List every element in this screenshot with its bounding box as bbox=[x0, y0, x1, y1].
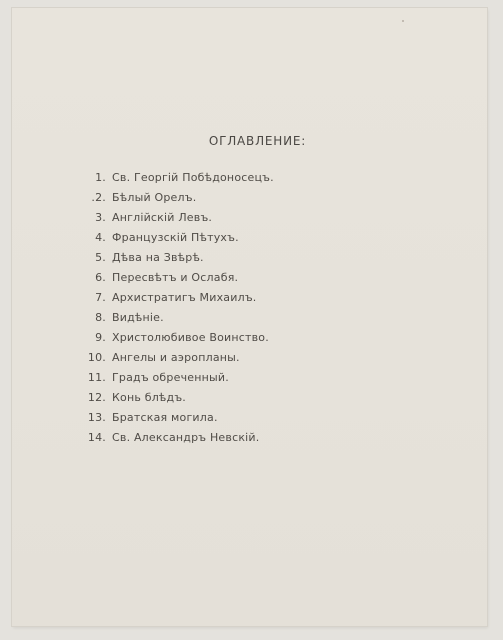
toc-item-title: Французскій Пѣтухъ. bbox=[112, 231, 239, 244]
toc-item-number: 5. bbox=[95, 251, 106, 264]
toc-item bbox=[80, 328, 274, 348]
toc-item-number: 8. bbox=[95, 311, 106, 324]
toc-item bbox=[80, 268, 274, 288]
toc-item-title: Ангелы и аэропланы. bbox=[112, 351, 240, 364]
toc-item bbox=[80, 228, 274, 248]
toc-item bbox=[80, 208, 274, 228]
toc-item-number: 6. bbox=[95, 271, 106, 284]
toc-item-number: 11. bbox=[87, 371, 106, 384]
toc-item-title: Братская могила. bbox=[112, 411, 218, 424]
toc-item bbox=[80, 368, 274, 388]
toc-item bbox=[80, 348, 274, 368]
toc-title: ОГЛАВЛЕНИЕ: bbox=[208, 134, 307, 148]
toc-item-number: 4. bbox=[95, 231, 106, 244]
toc-item-number: .2. bbox=[91, 191, 106, 204]
toc-item-title: Дѣва на Звѣрѣ. bbox=[112, 251, 204, 264]
toc-item-title: Св. Георгій Побѣдоносецъ. bbox=[112, 171, 274, 184]
toc-item bbox=[80, 408, 274, 428]
toc-list bbox=[80, 168, 274, 448]
toc-item bbox=[80, 288, 274, 308]
toc-item-number: 13. bbox=[87, 411, 106, 424]
toc-item-title: Пересвѣтъ и Ослабя. bbox=[112, 271, 239, 284]
toc-item-title: Градъ обреченный. bbox=[112, 371, 229, 384]
document-page bbox=[12, 8, 487, 626]
paper-speck bbox=[402, 20, 404, 22]
toc-item-title: Видѣніе. bbox=[112, 311, 164, 324]
toc-item-title: Конь блѣдъ. bbox=[112, 391, 186, 404]
toc-item-title: Св. Александръ Невскій. bbox=[112, 431, 260, 444]
toc-item-title: Бѣлый Орелъ. bbox=[112, 191, 197, 204]
toc-item-title: Англійскій Левъ. bbox=[112, 211, 213, 224]
toc-item-number: 12. bbox=[87, 391, 106, 404]
toc-item-number: 3. bbox=[95, 211, 106, 224]
toc-item-title: Архистратигъ Михаилъ. bbox=[112, 291, 257, 304]
toc-item bbox=[80, 308, 274, 328]
toc-item-number: 7. bbox=[95, 291, 106, 304]
toc-item-number: 9. bbox=[95, 331, 106, 344]
toc-item-number: 1. bbox=[95, 171, 106, 184]
toc-item bbox=[80, 168, 274, 188]
toc-item bbox=[80, 388, 274, 408]
toc-item-title: Христолюбивое Воинство. bbox=[112, 331, 269, 344]
toc-item bbox=[80, 188, 274, 208]
toc-item-number: 14. bbox=[87, 431, 106, 444]
toc-item-number: 10. bbox=[87, 351, 106, 364]
toc-item bbox=[80, 248, 274, 268]
toc-item bbox=[80, 428, 274, 448]
